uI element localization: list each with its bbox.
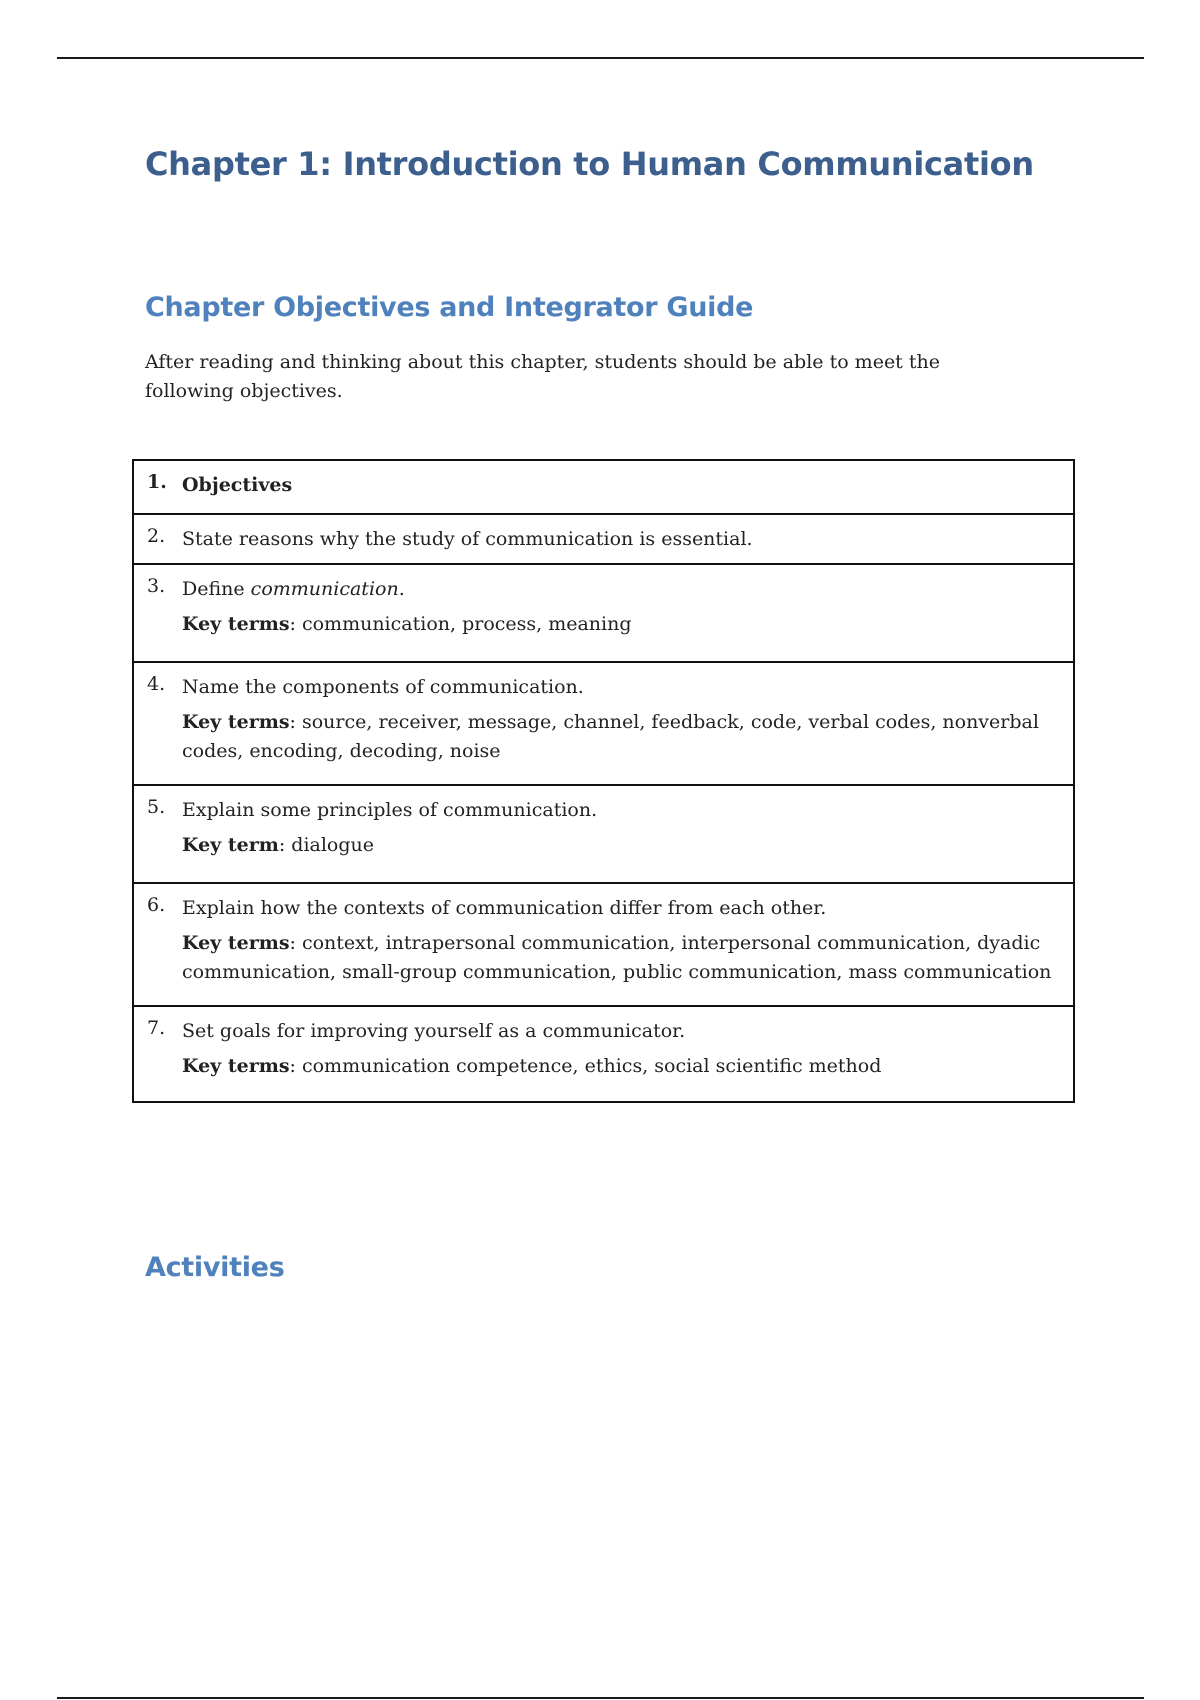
key-terms: [182, 708, 1053, 766]
activities-heading: Activities: [145, 1252, 285, 1283]
table-cell: [133, 514, 1074, 564]
table-cell: [133, 883, 1074, 1006]
objective-text: [182, 575, 1053, 603]
table-cell: [133, 564, 1074, 662]
objectives-table: [132, 459, 1075, 1103]
key-terms-separator: :: [289, 613, 302, 635]
table-cell: [133, 662, 1074, 785]
key-terms: [182, 610, 1053, 639]
key-terms-label: Key terms: [182, 932, 290, 954]
objective-text: State reasons why the study of communication is essential.: [182, 528, 753, 550]
table-row: [133, 1006, 1074, 1102]
objective-text: Set goals for improving yourself as a communicator.: [182, 1020, 686, 1042]
key-terms-label: Key term: [182, 834, 279, 856]
key-terms-label: Key terms: [182, 1055, 290, 1077]
top-rule: [57, 57, 1144, 59]
objectives-heading: Chapter Objectives and Integrator Guide: [145, 292, 754, 323]
key-terms-label: Key terms: [182, 711, 290, 733]
objective-number: 3.: [147, 575, 166, 597]
objective-text-prefix: Define: [182, 578, 251, 600]
table-row: [133, 564, 1074, 662]
bottom-rule: [57, 1697, 1144, 1699]
objective-number: 5.: [147, 796, 166, 818]
header-label: Objectives: [182, 474, 293, 496]
objective-text: Explain some principles of communication.: [182, 799, 598, 821]
key-terms-text: communication, process, meaning: [301, 613, 632, 635]
key-terms-text: communication competence, ethics, social scientific method: [301, 1055, 882, 1077]
key-terms-text: context, intrapersonal communication, interpersonal communication, dyadic communication, small-group communication, public communication, mass communication: [182, 932, 1052, 983]
key-terms: [182, 831, 1053, 860]
objective-text-suffix: .: [398, 578, 405, 600]
objective-number: 6.: [147, 894, 166, 916]
key-terms-label: Key terms: [182, 613, 290, 635]
objective-text: Name the components of communication.: [182, 676, 584, 698]
header-number: 1.: [147, 471, 167, 493]
key-terms-separator: :: [289, 711, 302, 733]
objective-text-emphasis: communication: [250, 578, 399, 600]
table-row: [133, 662, 1074, 785]
table-cell: [133, 1006, 1074, 1102]
key-terms: [182, 1052, 1053, 1081]
intro-paragraph: After reading and thinking about this chapter, students should be able to meet the following objectives.: [145, 351, 940, 402]
table-row: [133, 514, 1074, 564]
key-terms-text: dialogue: [291, 834, 375, 856]
table-header-cell: [133, 460, 1074, 514]
table-header-row: [133, 460, 1074, 514]
key-terms-text: source, receiver, message, channel, feedback, code, verbal codes, nonverbal codes, encoding, decoding, noise: [182, 711, 1039, 762]
key-terms-separator: :: [289, 932, 302, 954]
key-terms: [182, 929, 1053, 987]
chapter-title: Chapter 1: Introduction to Human Communication: [145, 145, 1034, 183]
objective-number: 2.: [147, 525, 166, 547]
table-cell: [133, 785, 1074, 883]
key-terms-separator: :: [289, 1055, 302, 1077]
key-terms-separator: :: [278, 834, 292, 856]
objective-text: Explain how the contexts of communication differ from each other.: [182, 897, 827, 919]
objective-number: 7.: [147, 1017, 166, 1039]
objective-number: 4.: [147, 673, 166, 695]
table-row: [133, 785, 1074, 883]
table-row: [133, 883, 1074, 1006]
